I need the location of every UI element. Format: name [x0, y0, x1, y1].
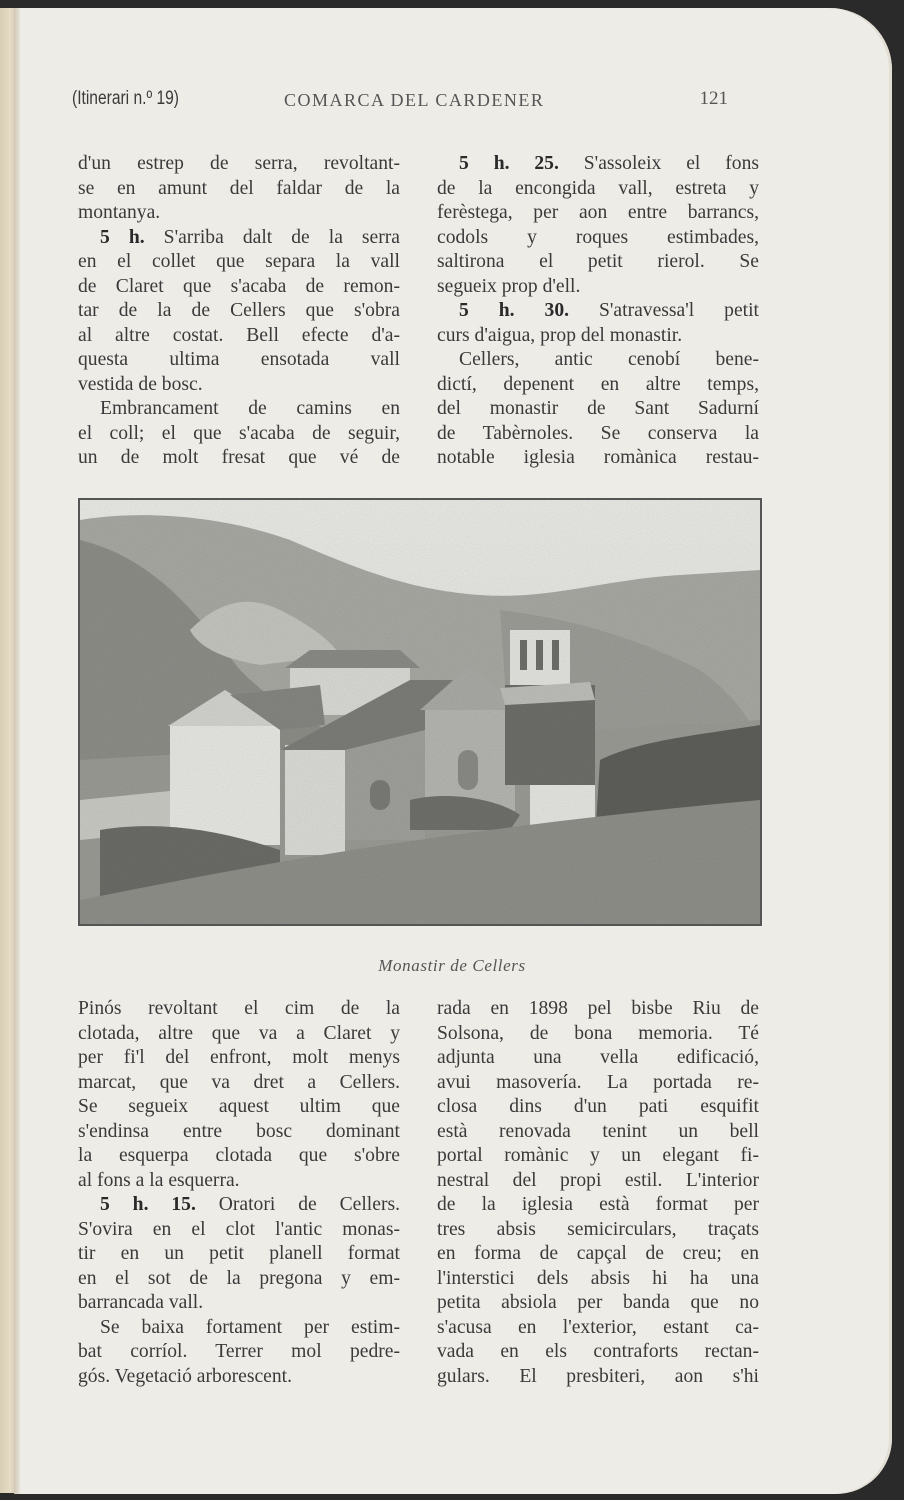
page-gutter — [14, 8, 20, 1494]
text-line — [437, 177, 759, 202]
text-line — [437, 397, 759, 422]
text-line-content: de la iglesia està format per — [437, 1194, 759, 1215]
text-line — [437, 1316, 759, 1341]
text-line — [437, 201, 759, 226]
text-line — [437, 1365, 759, 1390]
time-marker: 5 h. 30. — [459, 300, 570, 321]
text-line-content: vestida de bosc. — [78, 373, 203, 395]
text-line-content: barrancada vall. — [78, 1292, 204, 1313]
text-line — [78, 1144, 400, 1169]
text-line-content: en forma de capçal de creu; en — [437, 1243, 759, 1264]
text-line-content: el coll; el que s'acaba de seguir, — [78, 422, 400, 444]
text-line — [78, 1022, 400, 1047]
text-line-content: avui masovería. La portada re- — [437, 1071, 759, 1093]
text-line — [78, 152, 400, 177]
text-line-content: s'acusa en l'exterior, estant ca- — [437, 1316, 759, 1338]
text-line-content: Oratori de Cellers. — [195, 1194, 400, 1215]
text-line — [437, 299, 759, 324]
text-line — [437, 348, 759, 373]
text-line-content: en el sot de la pregona y em- — [78, 1267, 400, 1289]
text-line-content: en el collet que separa la vall — [78, 251, 400, 272]
text-line-content: S'ovira en el clot l'antic monas- — [78, 1218, 400, 1240]
text-line-content: tar de la de Cellers que s'obra — [78, 300, 400, 321]
text-line — [78, 1242, 400, 1267]
text-line — [437, 1144, 759, 1169]
text-line-content: portal romànic y un elegant fi- — [437, 1145, 759, 1166]
text-line-content: marcat, que va dret a Cellers. — [78, 1071, 400, 1093]
text-line — [437, 275, 759, 300]
text-line — [437, 1193, 759, 1218]
text-line — [78, 348, 400, 373]
text-line-content: rada en 1898 pel bisbe Riu de — [437, 998, 759, 1019]
text-line-content: bat corríol. Terrer mol pedre- — [78, 1341, 400, 1362]
text-line — [78, 1291, 400, 1316]
text-line — [437, 152, 759, 177]
text-line — [437, 1242, 759, 1267]
text-line-content: al altre costat. Bell efecte d'a- — [78, 324, 400, 346]
text-line-content: l'interstici dels absis hi ha una — [437, 1267, 759, 1289]
text-column-top-left — [78, 152, 400, 471]
text-line — [78, 1169, 400, 1194]
photo-caption: Monastir de Cellers — [378, 956, 526, 975]
time-marker: 5 h. 15. — [100, 1194, 196, 1215]
time-marker: 5 h. — [100, 226, 145, 248]
text-line-content: dictí, depenent en altre temps, — [437, 373, 759, 395]
text-line — [78, 446, 400, 471]
text-line-content: Solsona, de bona memoria. Té — [437, 1022, 759, 1044]
text-line — [78, 226, 400, 251]
section-title: COMARCA DEL CARDENER — [284, 90, 545, 110]
text-column-bottom-right — [437, 997, 759, 1389]
text-line-content: del monastir de Sant Sadurní — [437, 398, 759, 419]
text-column-top-right — [437, 152, 759, 471]
text-line-content: Se segueix aquest ultim que — [78, 1096, 400, 1117]
text-line — [78, 299, 400, 324]
text-line-content: petita absiola per banda que no — [437, 1292, 759, 1313]
text-line — [437, 446, 759, 471]
text-line-content: ferèstega, per aon entre barrancs, — [437, 202, 759, 223]
text-line — [437, 1120, 759, 1145]
text-line-content: està renovada tenint un bell — [437, 1120, 759, 1142]
text-line — [78, 1095, 400, 1120]
text-line-content: tres absis semicirculars, traçats — [437, 1218, 759, 1240]
text-line — [437, 1046, 759, 1071]
text-line-content: s'endinsa entre bosc dominant — [78, 1120, 400, 1142]
text-line-content: Cellers, antic cenobí bene- — [459, 349, 759, 370]
page-number: 121 — [699, 88, 728, 109]
text-line — [78, 1120, 400, 1145]
text-line-content: codols y roques estimbades, — [437, 226, 759, 248]
itinerary-label: (Itinerari n.º 19) — [72, 88, 180, 109]
text-line — [78, 1340, 400, 1365]
text-line — [437, 1169, 759, 1194]
text-line — [437, 997, 759, 1022]
text-line — [78, 397, 400, 422]
text-line — [437, 1022, 759, 1047]
text-line-content: clotada, altre que va a Claret y — [78, 1022, 400, 1044]
text-line-content: de la encongida vall, estreta y — [437, 177, 759, 199]
running-header — [72, 88, 728, 118]
text-line — [78, 201, 400, 226]
text-line — [78, 1218, 400, 1243]
text-line-content: tir en un petit planell format — [78, 1243, 400, 1264]
text-line — [437, 422, 759, 447]
text-line — [437, 1340, 759, 1365]
text-line — [437, 324, 759, 349]
text-line-content: d'un estrep de serra, revoltant- — [78, 153, 400, 174]
text-line — [437, 226, 759, 251]
photo-illustration — [80, 500, 760, 924]
text-line-content: Pinós revoltant el cim de la — [78, 998, 400, 1019]
text-line — [78, 177, 400, 202]
text-line — [437, 1218, 759, 1243]
text-line-content: S'assoleix el fons — [558, 153, 759, 174]
text-line — [437, 1071, 759, 1096]
text-line — [437, 1291, 759, 1316]
text-line — [78, 1316, 400, 1341]
text-line-content: un de molt fresat que vé de — [78, 447, 400, 468]
text-line-content: per fi'l del enfront, molt menys — [78, 1047, 400, 1068]
text-line — [78, 1267, 400, 1292]
text-line-content: la esquerpa clotada que s'obre — [78, 1145, 400, 1166]
text-line — [78, 997, 400, 1022]
text-line-content: gulars. El presbiteri, aon s'hi — [437, 1365, 759, 1387]
text-line-content: Embrancament de camins en — [100, 398, 400, 419]
text-line-content: saltirona el petit rierol. Se — [437, 251, 759, 272]
time-marker: 5 h. 25. — [459, 153, 559, 174]
text-line — [78, 422, 400, 447]
text-line-content: S'atravessa'l petit — [569, 300, 759, 321]
text-line — [78, 1046, 400, 1071]
text-line — [78, 250, 400, 275]
monastery-photograph — [78, 498, 762, 926]
text-line-content: de Tabèrnoles. Se conserva la — [437, 422, 759, 444]
text-line — [437, 373, 759, 398]
text-line — [78, 324, 400, 349]
text-line-content: notable iglesia romànica restau- — [437, 447, 759, 468]
text-line-content: Se baixa fortament per estim- — [100, 1316, 400, 1338]
text-line-content: gós. Vegetació arborescent. — [78, 1365, 292, 1387]
text-line — [78, 1071, 400, 1096]
text-line — [437, 250, 759, 275]
text-line-content: adjunta una vella edificació, — [437, 1047, 759, 1068]
text-line — [78, 1365, 400, 1390]
text-line-content: nestral del propi estil. L'interior — [437, 1169, 759, 1191]
text-line — [437, 1267, 759, 1292]
text-line-content: curs d'aigua, prop del monastir. — [437, 324, 683, 346]
text-line — [437, 1095, 759, 1120]
text-line-content: de Claret que s'acaba de remon- — [78, 275, 400, 297]
text-line-content: se en amunt del faldar de la — [78, 177, 400, 199]
text-line — [78, 373, 400, 398]
text-line — [78, 275, 400, 300]
text-line — [78, 1193, 400, 1218]
text-line-content: questa ultima ensotada vall — [78, 349, 400, 370]
text-column-bottom-left — [78, 997, 400, 1389]
text-line-content: S'arriba dalt de la serra — [144, 226, 401, 248]
text-line-content: closa dins d'un pati esquifit — [437, 1096, 759, 1117]
text-line-content: vada en els contraforts rectan- — [437, 1341, 759, 1362]
text-line-content: montanya. — [78, 202, 161, 223]
text-line-content: segueix prop d'ell. — [437, 275, 581, 297]
text-line-content: al fons a la esquerra. — [78, 1169, 240, 1191]
